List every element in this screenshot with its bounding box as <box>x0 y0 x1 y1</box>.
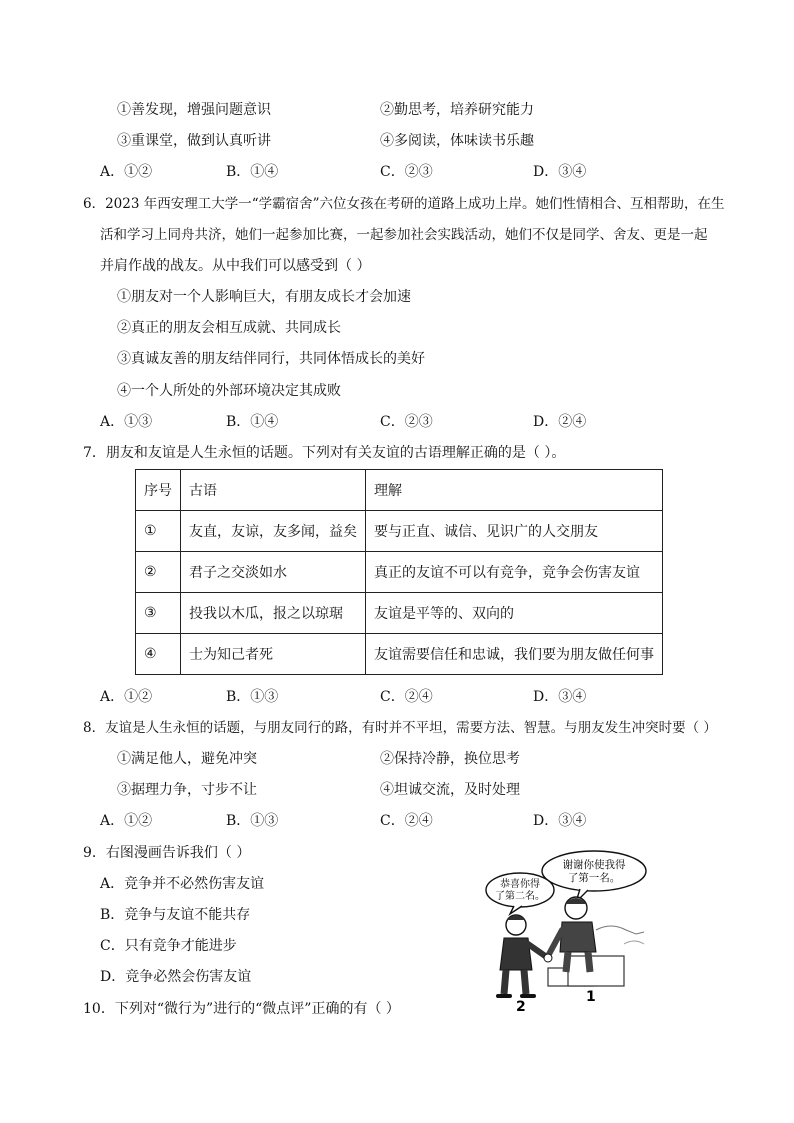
q5-answer-b: B．①④ <box>226 164 279 180</box>
bubble-right-line-2: 了第一名。 <box>567 872 621 884</box>
q8-answer-d: D．③④ <box>533 813 587 829</box>
q7-answer-b: B．①③ <box>226 689 279 705</box>
podium-label-second: 2 <box>516 999 526 1015</box>
q8-answer-b: B．①③ <box>226 813 279 829</box>
table-cell: 君子之交淡如水 <box>181 552 366 593</box>
bubble-left-line-2: 了第二名。 <box>495 891 545 902</box>
table-cell: 友谊需要信任和忠诚，我们要为朋友做任何事 <box>366 634 663 675</box>
table-row <box>136 511 663 552</box>
q9-option-c: C．只有竞争才能进步 <box>100 938 237 954</box>
q6-option-1: ①朋友对一个人影响巨大，有朋友成长才会加速 <box>117 289 411 305</box>
table-cell: 投我以木瓜，报之以琼琚 <box>181 593 366 634</box>
q9-stem: 9．右图漫画告诉我们（ ） <box>83 845 251 861</box>
q5-answer-d: D．③④ <box>533 164 587 180</box>
q6-answer-b: B．①④ <box>226 414 279 430</box>
q6-answer-d: D．②④ <box>533 414 587 430</box>
q6-stem-line-2: 活和学习上同舟共济，她们一起参加比赛，一起参加社会实践活动，她们不仅是同学、舍友、更是一起 <box>100 227 708 243</box>
q7-answer-c: C．②④ <box>380 689 433 705</box>
q8-stem: 8．友谊是人生永恒的话题，与朋友同行的路，有时并不平坦，需要方法、智慧。与朋友发生冲突时要（ ） <box>83 720 717 736</box>
table-header-row <box>136 470 663 511</box>
table-cell: 要与正直、诚信、见识广的人交朋友 <box>366 511 663 552</box>
friendship-proverb-table <box>135 469 663 675</box>
competition-friendship-comic <box>476 848 648 1016</box>
table-cell: 友谊是平等的、双向的 <box>366 593 663 634</box>
q6-option-2: ②真正的朋友会相互成就、共同成长 <box>117 320 341 336</box>
q5-option-2: ②勤思考，培养研究能力 <box>380 102 534 118</box>
q5-option-4: ④多阅读，体味读书乐趣 <box>380 133 534 149</box>
q7-stem: 7．朋友和友谊是人生永恒的话题。下列对有关友谊的古语理解正确的是（ ）。 <box>83 445 566 461</box>
table-cell: ④ <box>136 634 181 675</box>
podium-first <box>568 956 624 986</box>
podium-label-first: 1 <box>586 989 596 1005</box>
person-right-body <box>560 922 596 952</box>
table-row <box>136 634 663 675</box>
q5-answer-a: A．①② <box>100 164 153 180</box>
q8-answer-a: A．①② <box>100 813 153 829</box>
table-cell: 士为知己者死 <box>181 634 366 675</box>
q5-option-3: ③重课堂，做到认真听讲 <box>117 133 271 149</box>
table-row <box>136 552 663 593</box>
q8-option-2: ②保持冷静，换位思考 <box>380 751 520 767</box>
table-row <box>136 593 663 634</box>
q7-answer-a: A．①② <box>100 689 153 705</box>
table-header-cell: 古语 <box>181 470 366 511</box>
bubble-right-line-1: 谢谢你使我得 <box>562 859 626 871</box>
table-cell: 真正的友谊不可以有竞争，竞争会伤害友谊 <box>366 552 663 593</box>
q9-option-a: A．竞争并不必然伤害友谊 <box>100 876 265 892</box>
table-header-cell: 序号 <box>136 470 181 511</box>
q5-option-1: ①善发现，增强问题意识 <box>117 102 271 118</box>
q8-option-1: ①满足他人，避免冲突 <box>117 751 257 767</box>
q8-option-3: ③据理力争，寸步不让 <box>117 782 257 798</box>
speech-bubble-right <box>542 851 646 891</box>
table-cell: ① <box>136 511 181 552</box>
q10-stem: 10．下列对“微行为”进行的“微点评”正确的有（ ） <box>83 1001 400 1017</box>
table-cell: ③ <box>136 593 181 634</box>
bubble-left-line-1: 恭喜你得 <box>500 879 540 890</box>
q7-answer-d: D．③④ <box>533 689 587 705</box>
q8-option-4: ④坦诚交流，及时处理 <box>380 782 520 798</box>
q6-option-4: ④一个人所处的外部环境决定其成败 <box>117 383 341 399</box>
q6-stem-line-3: 并肩作战的战友。从中我们可以感受到（ ） <box>100 258 371 274</box>
q6-answer-a: A．①③ <box>100 414 153 430</box>
q9-option-b: B．竞争与友谊不能共存 <box>100 907 251 923</box>
q6-answer-c: C．②③ <box>380 414 433 430</box>
table-cell: ② <box>136 552 181 593</box>
q5-answer-c: C．②③ <box>380 164 433 180</box>
table-header-cell: 理解 <box>366 470 663 511</box>
q8-answer-c: C．②④ <box>380 813 433 829</box>
q9-option-d: D．竞争必然会伤害友谊 <box>100 969 252 985</box>
table-cell: 友直，友谅，友多闻，益矣 <box>181 511 366 552</box>
q6-stem-line-1: 6．2023 年西安理工大学一“学霸宿舍”六位女孩在考研的道路上成功上岸。她们性情相合、互相帮助，在生 <box>83 196 725 212</box>
q6-option-3: ③真诚友善的朋友结伴同行，共同体悟成长的美好 <box>117 351 425 367</box>
